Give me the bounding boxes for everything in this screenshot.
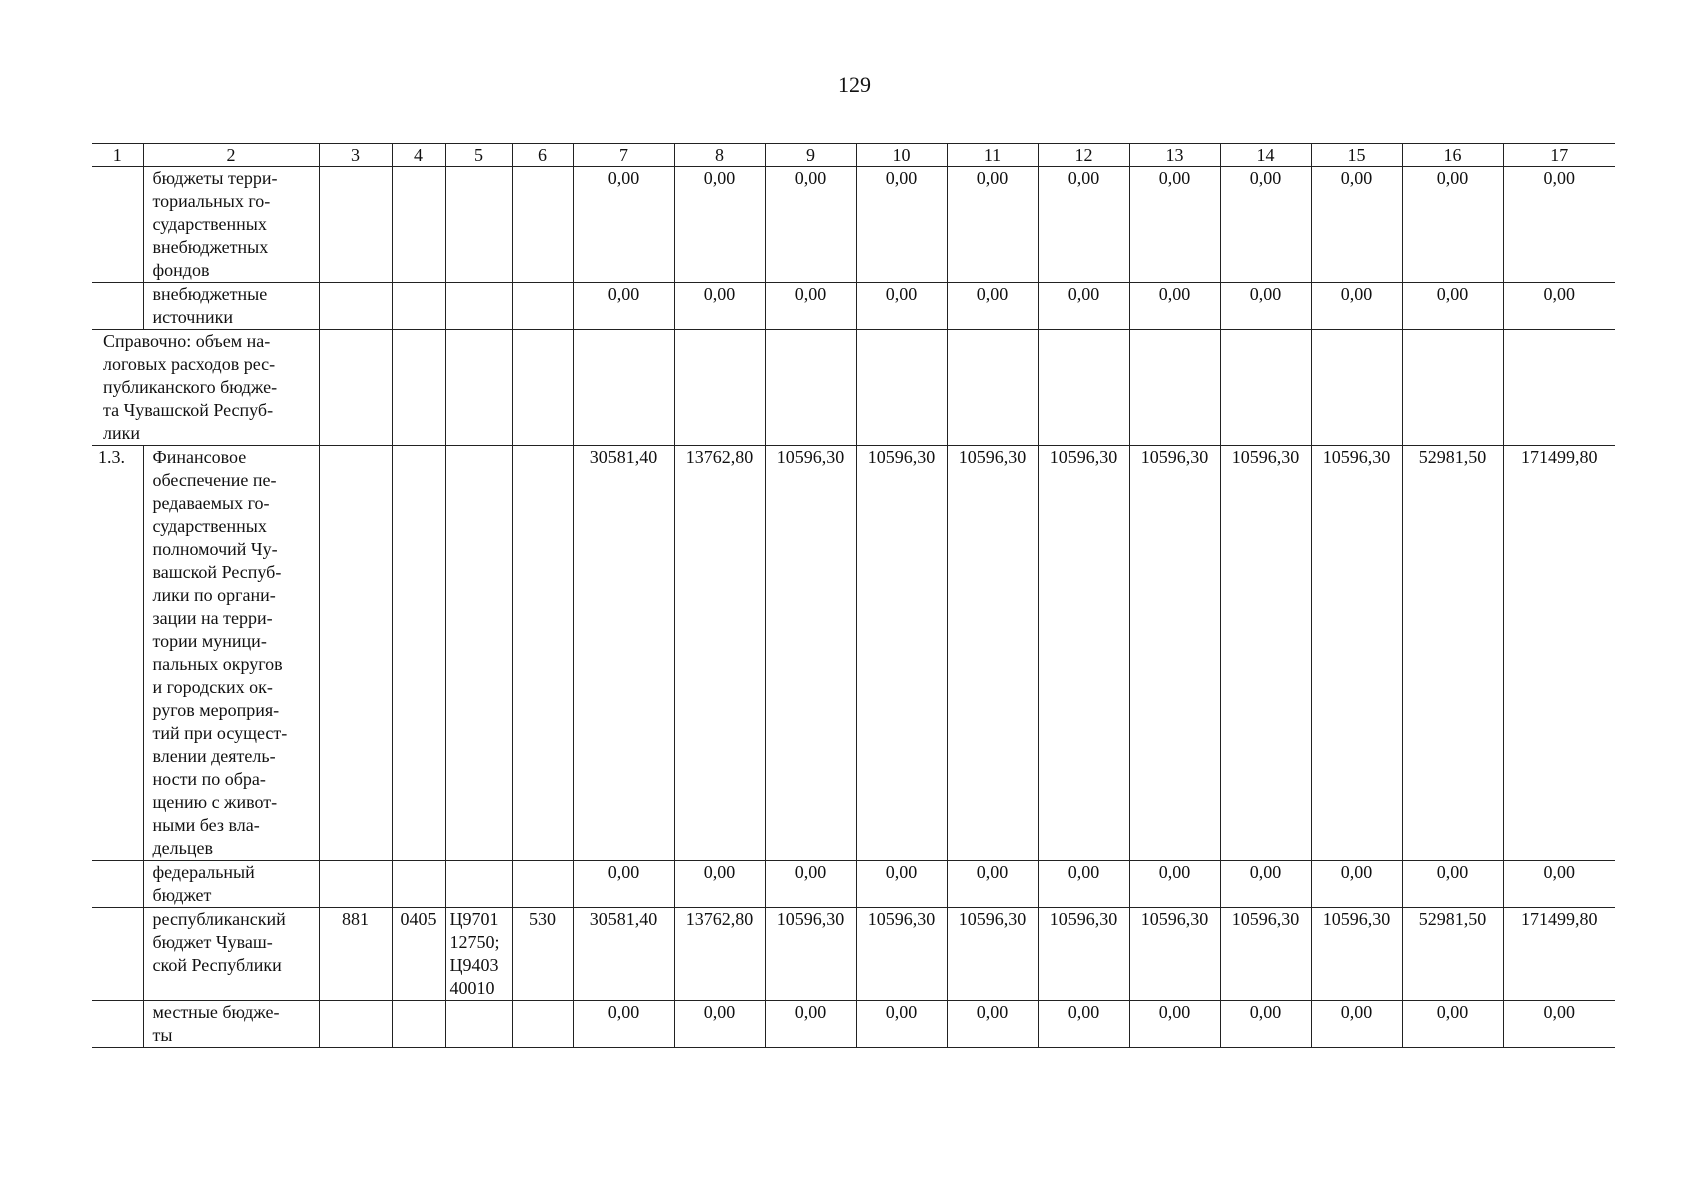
amount-cell: 0,00 (856, 283, 947, 330)
amount-cell: 0,00 (674, 167, 765, 283)
column-number: 4 (392, 144, 445, 167)
column-number: 9 (765, 144, 856, 167)
item-name-line: зации на терри- (152, 608, 273, 628)
item-number-cell (92, 283, 143, 330)
amount-cell: 0,00 (947, 283, 1038, 330)
amount-cell: 10596,30 (1220, 446, 1311, 861)
amount-cell: 0,00 (1311, 861, 1402, 908)
amount-cell: 10596,30 (1220, 908, 1311, 1001)
table-row (92, 1001, 1615, 1048)
item-name-cell (143, 908, 319, 1001)
amount-cell: 10596,30 (1311, 446, 1402, 861)
column-number: 17 (1503, 144, 1615, 167)
expense-type-cell (512, 1001, 573, 1048)
item-name-line: федеральный (152, 862, 255, 882)
table-row (92, 167, 1615, 283)
expense-type-cell (512, 167, 573, 283)
item-name-line: бюджеты терри- (152, 168, 278, 188)
column-number: 15 (1311, 144, 1402, 167)
amount-cell: 0,00 (1503, 1001, 1615, 1048)
amount-cell: 0,00 (1503, 861, 1615, 908)
amount-cell: 0,00 (1220, 1001, 1311, 1048)
item-number-cell (92, 1001, 143, 1048)
item-name-line: ториальных го- (152, 191, 271, 211)
amount-cell: 13762,80 (674, 908, 765, 1001)
amount-cell: 52981,50 (1402, 446, 1503, 861)
expense-type-cell (512, 283, 573, 330)
item-name-line: дельцев (152, 838, 213, 858)
item-name-line: редаваемых го- (152, 493, 270, 513)
amount-cell: 0,00 (1503, 167, 1615, 283)
amount-cell: 0,00 (1503, 283, 1615, 330)
amount-cell: 0,00 (1129, 283, 1220, 330)
section-code-cell (392, 1001, 445, 1048)
empty-cell (512, 330, 573, 446)
budget-table (92, 143, 1615, 1048)
amount-cell: 0,00 (1038, 167, 1129, 283)
header-row (92, 144, 1615, 167)
empty-cell (392, 330, 445, 446)
amount-cell: 0,00 (1038, 861, 1129, 908)
item-number-cell (92, 861, 143, 908)
target-article-cell (445, 1001, 512, 1048)
item-name-cell (143, 861, 319, 908)
amount-cell: 10596,30 (947, 908, 1038, 1001)
item-name-line: внебюджетные (152, 284, 268, 304)
amount-cell: 10596,30 (856, 446, 947, 861)
column-number: 8 (674, 144, 765, 167)
amount-cell: 0,00 (1220, 283, 1311, 330)
section-code-cell (392, 167, 445, 283)
amount-cell (1311, 330, 1402, 446)
reference-note-line: логовых расходов рес- (103, 354, 276, 374)
item-name-line: сударственных (152, 516, 267, 536)
target-article-line: Ц9701 (449, 909, 499, 929)
item-name-line: внебюджетных (152, 237, 269, 257)
amount-cell (1402, 330, 1503, 446)
target-article-line: Ц9403 (449, 955, 499, 975)
target-article-line: 40010 (449, 978, 495, 998)
amount-cell: 30581,40 (573, 446, 674, 861)
item-name-line: ты (152, 1025, 173, 1045)
amount-cell (1038, 330, 1129, 446)
amount-cell: 0,00 (1129, 167, 1220, 283)
column-number: 12 (1038, 144, 1129, 167)
target-article-cell (445, 446, 512, 861)
amount-cell: 13762,80 (674, 446, 765, 861)
amount-cell (1220, 330, 1311, 446)
amount-cell: 0,00 (573, 861, 674, 908)
target-article-cell (445, 861, 512, 908)
amount-cell: 0,00 (1129, 861, 1220, 908)
amount-cell: 0,00 (947, 1001, 1038, 1048)
amount-cell: 0,00 (856, 1001, 947, 1048)
section-code-cell: 0405 (392, 908, 445, 1001)
column-number: 1 (92, 144, 143, 167)
column-number: 14 (1220, 144, 1311, 167)
amount-cell: 10596,30 (1129, 908, 1220, 1001)
item-name-cell (143, 1001, 319, 1048)
item-name-line: Финансовое (152, 447, 247, 467)
reference-note-line: та Чувашской Респуб- (103, 400, 274, 420)
amount-cell: 0,00 (765, 167, 856, 283)
item-name-line: местные бюдже- (152, 1002, 280, 1022)
reference-note-line: лики (103, 423, 140, 443)
amount-cell: 0,00 (1038, 1001, 1129, 1048)
amount-cell (573, 330, 674, 446)
item-name-line: вашской Респуб- (152, 562, 282, 582)
table-row (92, 861, 1615, 908)
item-name-line: пальных округов (152, 654, 283, 674)
amount-cell: 0,00 (674, 861, 765, 908)
item-name-line: ными без вла- (152, 815, 260, 835)
target-article-cell (445, 283, 512, 330)
section-code-cell (392, 283, 445, 330)
amount-cell: 10596,30 (765, 908, 856, 1001)
table-row (92, 283, 1615, 330)
section-code-cell (392, 861, 445, 908)
amount-cell: 0,00 (1129, 1001, 1220, 1048)
item-name-line: ской Республики (152, 955, 282, 975)
expense-type-cell (512, 861, 573, 908)
item-name-line: ругов мероприя- (152, 700, 280, 720)
table-row (92, 330, 1615, 446)
amount-cell (1503, 330, 1615, 446)
amount-cell: 10596,30 (1311, 908, 1402, 1001)
amount-cell: 0,00 (765, 283, 856, 330)
expense-type-cell: 530 (512, 908, 573, 1001)
item-name-line: бюджет (152, 885, 212, 905)
item-number-cell (92, 167, 143, 283)
amount-cell: 10596,30 (765, 446, 856, 861)
amount-cell: 0,00 (1402, 1001, 1503, 1048)
item-name-line: тории муници- (152, 631, 267, 651)
amount-cell: 0,00 (1311, 283, 1402, 330)
grbs-cell: 881 (319, 908, 392, 1001)
item-name-line: полномочий Чу- (152, 539, 278, 559)
column-number: 16 (1402, 144, 1503, 167)
amount-cell (856, 330, 947, 446)
amount-cell: 10596,30 (1038, 446, 1129, 861)
item-name-line: тий при осущест- (152, 723, 288, 743)
item-name-line: ности по обра- (152, 769, 266, 789)
item-name-line: обеспечение пе- (152, 470, 277, 490)
item-name-line: влении деятель- (152, 746, 276, 766)
amount-cell: 52981,50 (1402, 908, 1503, 1001)
item-name-line: и городских ок- (152, 677, 273, 697)
item-number-cell: 1.3. (92, 446, 143, 861)
table-row (92, 446, 1615, 861)
column-number: 2 (143, 144, 319, 167)
grbs-cell (319, 446, 392, 861)
section-code-cell (392, 446, 445, 861)
amount-cell: 0,00 (947, 167, 1038, 283)
item-name-cell (143, 167, 319, 283)
amount-cell: 10596,30 (1038, 908, 1129, 1001)
amount-cell: 0,00 (1402, 167, 1503, 283)
empty-cell (445, 330, 512, 446)
item-name-line: щению с живот- (152, 792, 278, 812)
amount-cell (1129, 330, 1220, 446)
amount-cell: 10596,30 (947, 446, 1038, 861)
reference-note-line: публиканского бюдже- (103, 377, 278, 397)
amount-cell: 0,00 (1402, 283, 1503, 330)
expense-type-cell (512, 446, 573, 861)
item-name-line: источники (152, 307, 233, 327)
column-number: 10 (856, 144, 947, 167)
column-number: 5 (445, 144, 512, 167)
amount-cell: 171499,80 (1503, 446, 1615, 861)
amount-cell: 0,00 (674, 1001, 765, 1048)
target-article-line: 12750; (449, 932, 500, 952)
amount-cell: 0,00 (1220, 861, 1311, 908)
amount-cell: 0,00 (573, 283, 674, 330)
amount-cell (947, 330, 1038, 446)
amount-cell: 0,00 (1038, 283, 1129, 330)
amount-cell: 0,00 (573, 1001, 674, 1048)
amount-cell: 171499,80 (1503, 908, 1615, 1001)
item-name-line: республиканский (152, 909, 286, 929)
item-name-line: фондов (152, 260, 210, 280)
grbs-cell (319, 861, 392, 908)
target-article-cell (445, 908, 512, 1001)
amount-cell: 0,00 (856, 861, 947, 908)
column-number: 11 (947, 144, 1038, 167)
amount-cell: 0,00 (856, 167, 947, 283)
item-name-cell (143, 283, 319, 330)
amount-cell (674, 330, 765, 446)
item-name-line: лики по органи- (152, 585, 276, 605)
column-number: 6 (512, 144, 573, 167)
grbs-cell (319, 283, 392, 330)
reference-note-cell (92, 330, 319, 446)
table-row (92, 908, 1615, 1001)
column-number: 3 (319, 144, 392, 167)
page-number: 129 (838, 72, 871, 97)
amount-cell: 0,00 (1311, 167, 1402, 283)
amount-cell: 0,00 (1220, 167, 1311, 283)
target-article-cell (445, 167, 512, 283)
amount-cell: 10596,30 (856, 908, 947, 1001)
column-number: 13 (1129, 144, 1220, 167)
reference-note-line: Справочно: объем на- (103, 331, 271, 351)
amount-cell: 0,00 (1311, 1001, 1402, 1048)
item-name-cell (143, 446, 319, 861)
item-number-cell (92, 908, 143, 1001)
item-name-line: сударственных (152, 214, 267, 234)
amount-cell (765, 330, 856, 446)
amount-cell: 0,00 (1402, 861, 1503, 908)
amount-cell: 0,00 (674, 283, 765, 330)
amount-cell: 0,00 (947, 861, 1038, 908)
amount-cell: 30581,40 (573, 908, 674, 1001)
amount-cell: 10596,30 (1129, 446, 1220, 861)
grbs-cell (319, 167, 392, 283)
table-body (92, 167, 1615, 1048)
amount-cell: 0,00 (765, 861, 856, 908)
item-name-line: бюджет Чуваш- (152, 932, 273, 952)
amount-cell: 0,00 (573, 167, 674, 283)
grbs-cell (319, 1001, 392, 1048)
empty-cell (319, 330, 392, 446)
column-number: 7 (573, 144, 674, 167)
amount-cell: 0,00 (765, 1001, 856, 1048)
